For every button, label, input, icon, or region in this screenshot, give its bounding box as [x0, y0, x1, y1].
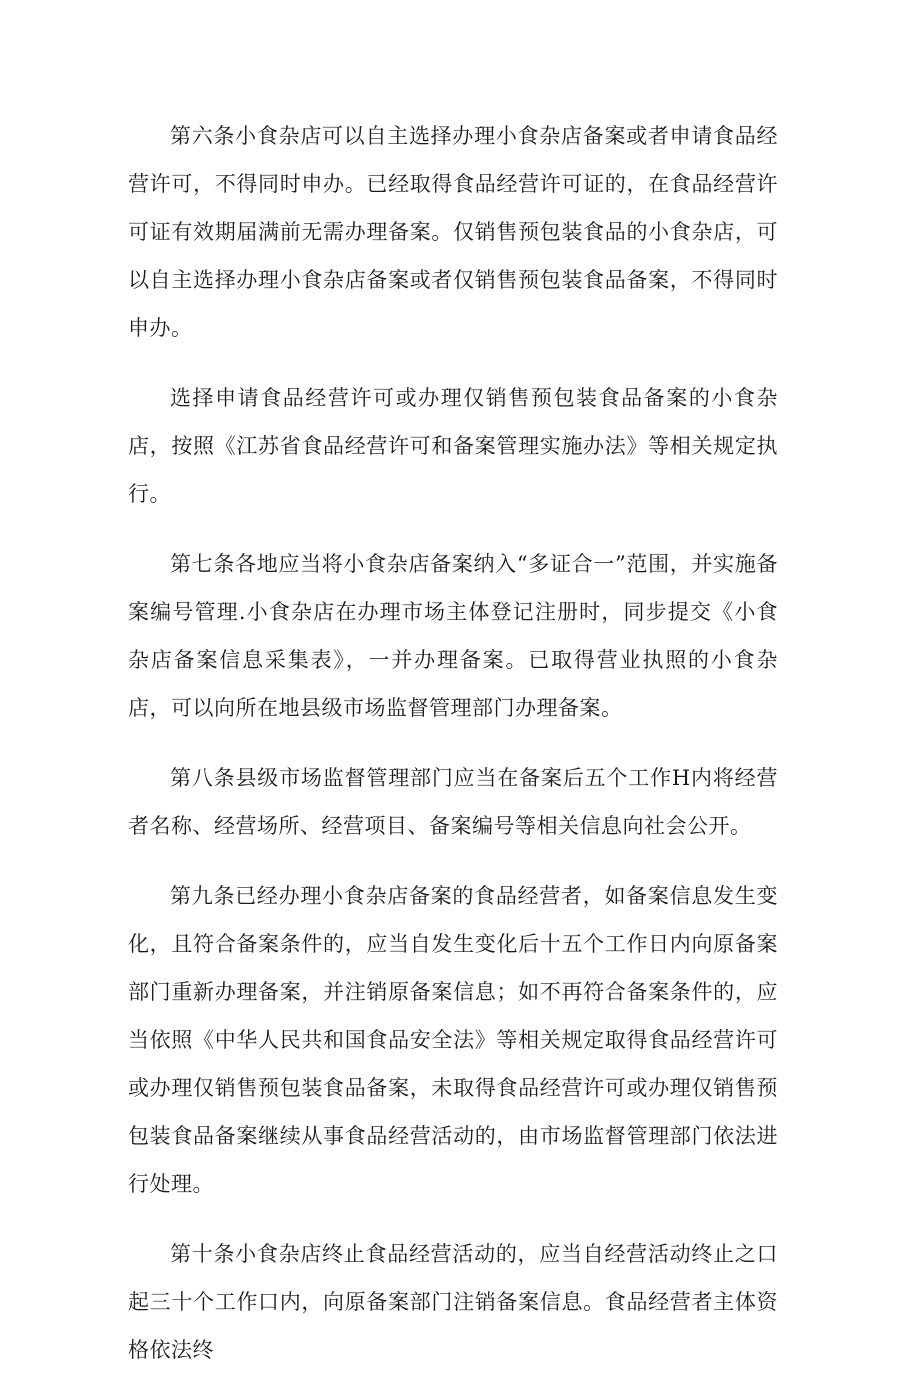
article-10-paragraph: 第十条小食杂店终止食品经营活动的，应当自经营活动终止之口起三十个工作口内，向原备案部门注销备案信息。食品经营者主体资格依法终 [128, 1242, 778, 1362]
article-9-paragraph: 第九条已经办理小食杂店备案的食品经营者，如备案信息发生变化，且符合备案条件的，应当自发生变化后十五个工作日内向原备案部门重新办理备案，并注销原备案信息；如不再符合备案条件的，应当依照《中华人民共和国食品安全法》等相关规定取得食品经营许可或办理仅销售预包装食品备案，未取得食品经营许可或办理仅销售预包装食品备案继续从事食品经营活动的，由市场监督管理部门依法进行处理。 [128, 884, 778, 1196]
document-body [128, 112, 778, 1396]
article-8-paragraph: 第八条县级市场监督管理部门应当在备案后五个工作H内将经营者名称、经营场所、经营项目、备案编号等相关信息向社会公开。 [128, 766, 778, 838]
article-6-supplement-paragraph: 选择申请食品经营许可或办理仅销售预包装食品备案的小食杂店，按照《江苏省食品经营许可和备案管理实施办法》等相关规定执行。 [128, 386, 778, 506]
article-6-paragraph: 第六条小食杂店可以自主选择办理小食杂店备案或者申请食品经营许可，不得同时申办。已经取得食品经营许可证的，在食品经营许可证有效期届满前无需办理备案。仅销售预包装食品的小食杂店，可以自主选择办理小食杂店备案或者仅销售预包装食品备案，不得同时申办。 [128, 124, 778, 340]
article-7-paragraph: 第七条各地应当将小食杂店备案纳入“多证合一”范围，并实施备案编号管理.小食杂店在办理市场主体登记注册时，同步提交《小食杂店备案信息采集表》，一并办理备案。已取得营业执照的小食杂店，可以向所在地县级市场监督管理部门办理备案。 [128, 552, 778, 720]
